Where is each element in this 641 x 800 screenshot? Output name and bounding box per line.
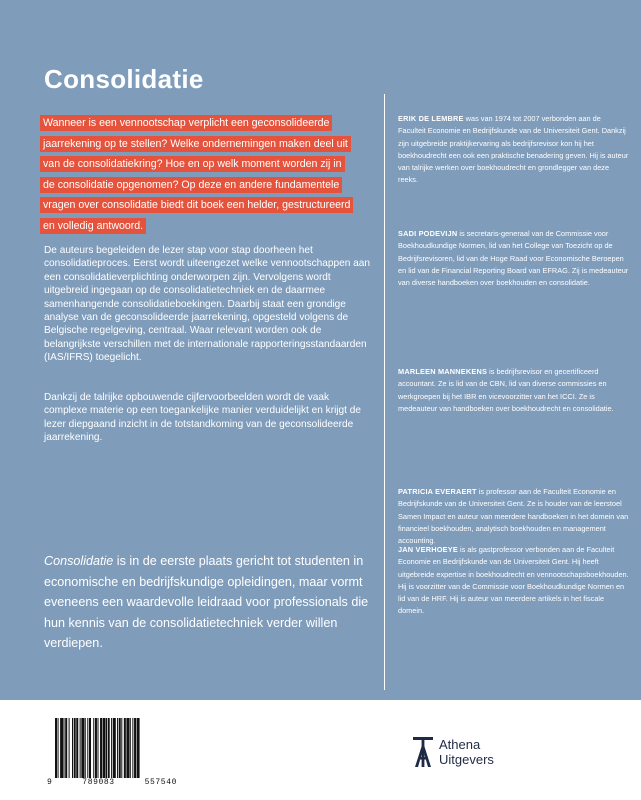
barcode-bar (65, 718, 67, 778)
author-bio (398, 366, 630, 415)
barcode-bar (93, 718, 94, 778)
publisher-logo (413, 732, 494, 772)
publisher-name (439, 737, 494, 767)
barcode-bar (106, 718, 107, 778)
author-name: MARLEEN MANNEKENS (398, 367, 488, 376)
author-name: JAN VERHOEYE (398, 545, 458, 554)
barcode-bar (108, 718, 110, 778)
barcode-bar (69, 718, 70, 778)
publisher-name-line1: Athena (439, 737, 481, 752)
author-bio (398, 486, 630, 547)
highlight-line: Wanneer is een vennootschap verplicht een geconsolideerde (40, 115, 332, 131)
barcode-bar (124, 718, 126, 778)
barcode-bar (119, 718, 121, 778)
barcode-bar (89, 718, 91, 778)
barcode-bar (81, 718, 84, 778)
author-name: ERIK DE LEMBRE (398, 114, 464, 123)
barcode-bar (80, 718, 81, 778)
author-bio (398, 113, 630, 187)
barcode-bar (100, 718, 102, 778)
barcode-bar (87, 718, 88, 778)
isbn-digit-group: 557540 (144, 778, 177, 787)
barcode-bar (137, 718, 140, 778)
barcode-bar (111, 718, 112, 778)
author-bio-text: is professor aan de Faculteit Economie en Bedrijfskunde van de Universiteit Gent. Ze is houder van de leerstoel Samen Impact en auteur van meerdere handboeken in het domein van financieel boekhouden, analytisch boekhouden en management accounting. (398, 487, 629, 546)
barcode-bar (117, 718, 118, 778)
publisher-name-line2: Uitgevers (439, 752, 494, 767)
barcode-bar (76, 718, 78, 778)
description-paragraph-2: Dankzij de talrijke opbouwende cijfervoorbeelden wordt de vaak complexe materie op een toegankelijke manier verduidelijkt en krijgt de lezer diepgaand inzicht in de totstandkoming van de geconsolideerde jaarrekening. (44, 392, 362, 444)
barcode-bar (103, 718, 106, 778)
athena-logo-icon (413, 737, 433, 767)
barcode-bar (121, 718, 122, 778)
barcode-bar (58, 718, 59, 778)
barcode-bar (126, 718, 129, 778)
author-bio-text: is bedrijfsrevisor en gecertificeerd accountant. Ze is lid van de CBN, lid van diverse commissies en werkgroepen bij het IBR en vicevoorzitter van het ICCI. Ze is medeauteur van handboeken over boekhoudrecht en consolidatie. (398, 367, 614, 413)
isbn-digit-group: 9 (47, 778, 53, 787)
barcode-bar (95, 718, 97, 778)
author-bio-text: was van 1974 tot 2007 verbonden aan de Faculteit Economie en Bedrijfskunde van de Universiteit Gent. Dankzij zijn uitgebreide praktijkervaring als bedrijfsrevisor kon hij het boekhoudrecht een ook een praktische benadering geven. Hij is auteur van talrijke werken over boekhoudrecht en grondlegger van deze reeks. (398, 114, 629, 185)
audience-blurb (44, 551, 372, 654)
highlight-line: jaarrekening op te stellen? Welke ondernemingen maken deel uit (40, 136, 351, 152)
author-bio (398, 544, 630, 618)
highlight-line: van de consolidatiekring? Hoe en op welk moment worden zij in (40, 156, 345, 172)
highlight-line: en volledig antwoord. (40, 218, 146, 234)
blurb-text: is in de eerste plaats gericht tot studenten in economische en bedrijfskundige opleidingen, maar vormt eveneens een waardevolle leidraad voor professionals die hun kennis van de consolidatietechniek verder willen verdiepen. (44, 554, 369, 650)
barcode-bar (134, 718, 136, 778)
highlighted-intro (40, 113, 375, 237)
author-name: PATRICIA EVERAERT (398, 487, 477, 496)
author-bio-text: is secretaris-generaal van de Commissie voor Boekhoudkundige Normen, lid van het College van Toezicht op de Bedrijfsrevisoren, lid van de Hoge Raad voor Economische Beroepen en lid van de Financial Reporting Board van EFRAG. Zij is medeauteur van diverse handboeken over boekhouden en consolidatie. (398, 229, 629, 288)
blurb-title: Consolidatie (44, 554, 114, 568)
column-divider (384, 94, 385, 690)
footer-strip (0, 700, 641, 800)
barcode-bar (98, 718, 99, 778)
barcode-bar (55, 718, 57, 778)
isbn-barcode (55, 718, 167, 778)
description-paragraph-1: De auteurs begeleiden de lezer stap voor stap doorheen het consolidatieproces. Eerst wordt uiteengezet welke vennootschappen aan een consolidatieverplichting onderworpen zijn. Vervolgens wordt uitgebreid ingegaan op de consolidatietechniek en de daarmee samenhangende consolidatieboekingen. Daarbij staat een grondige analyse van de geconsolideerde jaarrekening, opgesteld volgens de Belgische regelgeving, centraal. Waar relevant worden ook de belangrijkste verschillen met de internationale rapporteringsstandaarden (IAS/IFRS) toegelicht. (44, 245, 371, 364)
isbn-digit-group: 789083 (82, 778, 115, 787)
barcode-bar (72, 718, 73, 778)
barcode-bar (74, 718, 76, 778)
highlight-line: vragen over consolidatie biedt dit boek een helder, gestructureerd (40, 197, 353, 213)
author-bio-text: is als gastprofessor verbonden aan de Faculteit Economie en Bedrijfskunde van de Universiteit Gent. Hij heeft uitgebreide expertise in boekhoudrecht en vennootschapsboekhouden. Hij is voorzitter van de Commissie voor Boekhoudkundige Normen en lid van de HRF. Hij is auteur van meerdere artikels in het fiscale domein. (398, 545, 629, 616)
isbn-digits (47, 778, 177, 787)
barcode-bar (130, 718, 131, 778)
book-title: Consolidatie (44, 64, 204, 94)
barcode-bar (60, 718, 63, 778)
author-bio (398, 228, 630, 289)
barcode-bar (64, 718, 65, 778)
author-name: SADI PODEVIJN (398, 229, 458, 238)
highlight-line: de consolidatie opgenomen? Op deze en andere fundamentele (40, 177, 342, 193)
barcode-bar (113, 718, 116, 778)
barcode-bar (85, 718, 86, 778)
barcode-bar (132, 718, 133, 778)
